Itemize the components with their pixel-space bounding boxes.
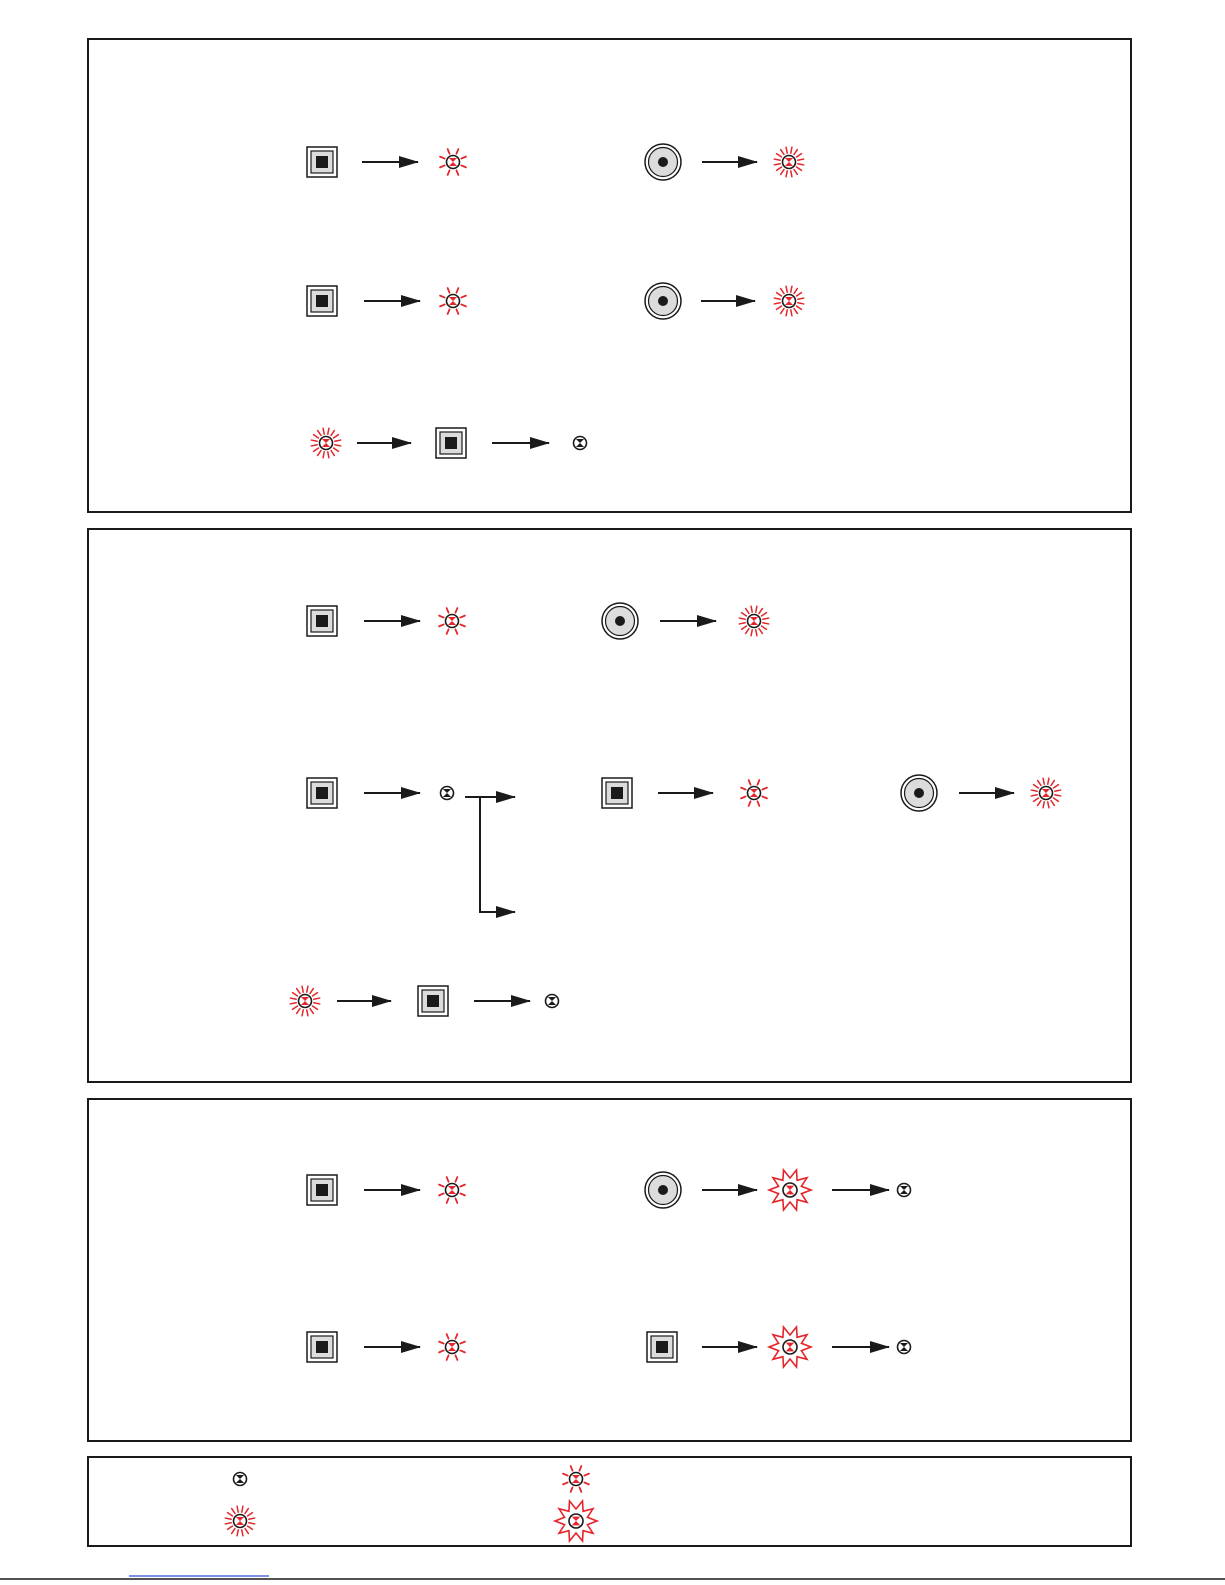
square-key-icon[interactable] bbox=[647, 1332, 677, 1362]
square-key-icon[interactable] bbox=[307, 606, 337, 636]
led-fast-blink-icon bbox=[774, 147, 803, 176]
square-key-icon[interactable] bbox=[436, 428, 466, 458]
round-key-icon[interactable] bbox=[901, 775, 937, 811]
led-off-icon bbox=[574, 437, 587, 450]
square-key-icon[interactable] bbox=[602, 778, 632, 808]
led-fast-blink-icon bbox=[225, 1506, 254, 1535]
led-slow-blink-icon bbox=[440, 288, 466, 314]
led-slow-blink-icon bbox=[439, 1334, 465, 1360]
square-key-icon[interactable] bbox=[307, 147, 337, 177]
square-key-icon[interactable] bbox=[307, 1175, 337, 1205]
square-key-icon[interactable] bbox=[307, 1332, 337, 1362]
led-slow-blink-icon bbox=[439, 1177, 465, 1203]
round-key-icon[interactable] bbox=[645, 1172, 681, 1208]
led-burst-icon bbox=[769, 1170, 811, 1210]
led-fast-blink-icon bbox=[1031, 778, 1060, 807]
led-fast-blink-icon bbox=[739, 606, 768, 635]
led-burst-icon bbox=[555, 1501, 597, 1541]
square-key-icon[interactable] bbox=[307, 778, 337, 808]
led-slow-blink-icon bbox=[440, 149, 466, 175]
led-fast-blink-icon bbox=[290, 986, 319, 1015]
led-off-icon bbox=[898, 1184, 911, 1197]
led-slow-blink-icon bbox=[563, 1466, 589, 1492]
led-off-icon bbox=[898, 1341, 911, 1354]
square-key-icon[interactable] bbox=[418, 986, 448, 1016]
led-off-icon bbox=[441, 787, 454, 800]
led-off-icon bbox=[234, 1473, 247, 1486]
led-off-icon bbox=[546, 995, 559, 1008]
round-key-icon[interactable] bbox=[645, 283, 681, 319]
led-burst-icon bbox=[769, 1327, 811, 1367]
led-fast-blink-icon bbox=[311, 428, 340, 457]
panel-1-frame bbox=[88, 39, 1131, 512]
led-slow-blink-icon bbox=[741, 780, 767, 806]
led-fast-blink-icon bbox=[774, 286, 803, 315]
round-key-icon[interactable] bbox=[645, 144, 681, 180]
square-key-icon[interactable] bbox=[307, 286, 337, 316]
led-slow-blink-icon bbox=[439, 608, 465, 634]
legend-frame bbox=[88, 1457, 1131, 1546]
panel-3-frame bbox=[88, 1099, 1131, 1441]
round-key-icon[interactable] bbox=[602, 603, 638, 639]
branch-connector bbox=[465, 797, 515, 912]
